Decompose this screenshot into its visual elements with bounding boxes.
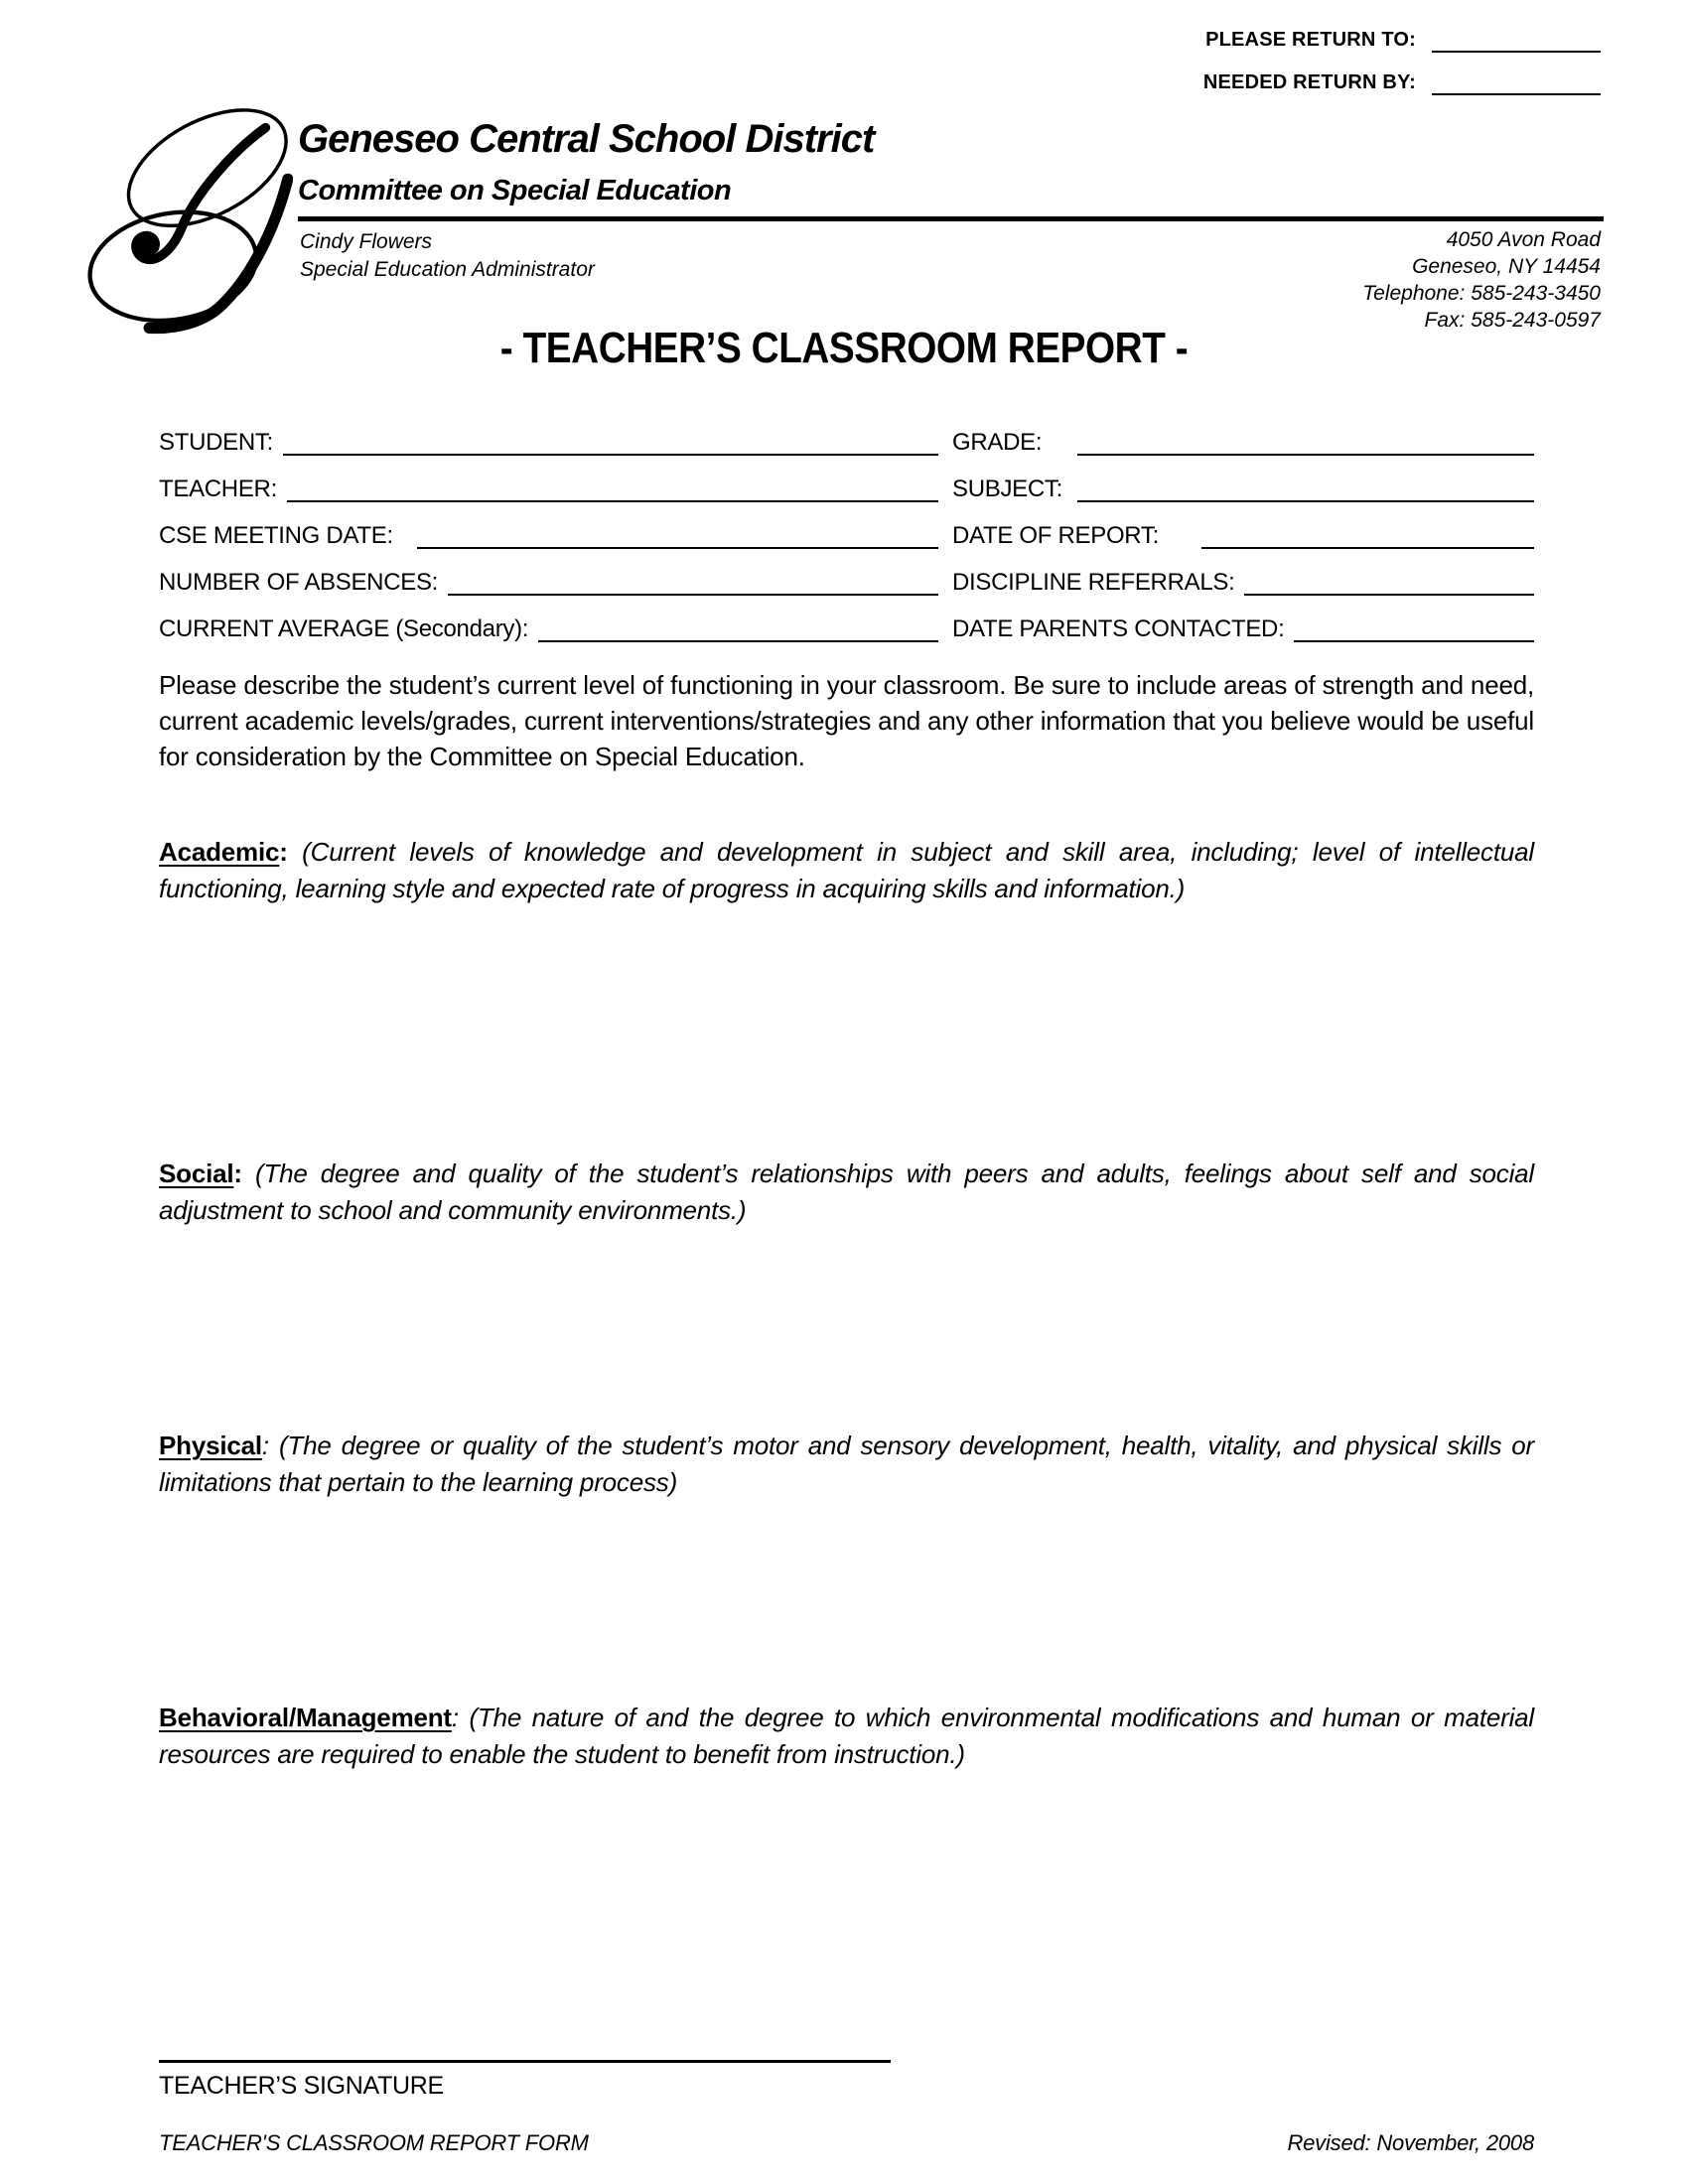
discipline-referrals-label: DISCIPLINE REFERRALS: <box>952 568 1235 596</box>
teacher-signature-label: TEACHER’S SIGNATURE <box>159 2072 444 2100</box>
academic-description: (Current levels of knowledge and development in subject and skill area, including; level of intellectual functioning, learning style and expected rate of progress in acquiring skills and information.) <box>159 837 1534 903</box>
student-label: STUDENT: <box>159 428 273 456</box>
date-of-report-blank-line <box>1201 541 1534 549</box>
physical-description: (The degree or quality of the student’s motor and sensory development, health, vitality, and physical skills or limitations that pertain to the learning process) <box>159 1431 1534 1497</box>
form-row-student-grade <box>159 409 1534 456</box>
footer-revised-date: Revised: November, 2008 <box>1287 2130 1534 2155</box>
form-row-teacher-subject <box>159 456 1534 502</box>
address-street: 4050 Avon Road <box>1446 228 1601 251</box>
form-row-meeting-report-date <box>159 502 1534 549</box>
subject-label: SUBJECT: <box>952 475 1062 502</box>
student-blank-line <box>283 448 938 456</box>
page-title: - TEACHER’S CLASSROOM REPORT - <box>499 324 1189 372</box>
intro-paragraph: Please describe the student’s current level of functioning in your classroom. Be sure to include areas of strength and need, current academic levels/grades, current interventions/strategies and any other information that you believe would be useful for consideration by the Committee on Special Education. <box>159 670 1534 771</box>
district-name: Geneseo Central School District <box>298 117 875 161</box>
section-academic <box>159 834 1534 907</box>
contact-title: Special Education Administrator <box>300 258 595 281</box>
current-average-label: CURRENT AVERAGE (Secondary): <box>159 614 529 642</box>
physical-heading: Physical <box>159 1431 262 1460</box>
address-fax: Fax: 585-243-0597 <box>1424 309 1601 332</box>
section-social <box>159 1156 1534 1229</box>
script-g-logo-icon <box>45 50 293 338</box>
header-divider <box>298 216 1604 221</box>
academic-heading-colon: : <box>279 837 288 867</box>
page-footer <box>159 2130 1534 2156</box>
teacher-blank-line <box>287 494 938 502</box>
signature-block <box>159 2025 891 2101</box>
committee-name: Committee on Special Education <box>298 175 732 206</box>
return-to-label: PLEASE RETURN TO: <box>1205 29 1416 51</box>
section-physical <box>159 1428 1534 1501</box>
form-fields <box>159 409 1534 642</box>
current-average-blank-line <box>538 634 938 642</box>
number-of-absences-label: NUMBER OF ABSENCES: <box>159 568 439 596</box>
address-city: Geneseo, NY 14454 <box>1412 255 1601 278</box>
social-description: (The degree and quality of the student’s relationships with peers and adults, feelings about self and social adjustment to school and community environments.) <box>159 1159 1535 1225</box>
social-heading-colon: : <box>233 1159 242 1188</box>
academic-heading: Academic <box>159 837 280 867</box>
return-by-row <box>1203 72 1601 95</box>
address-telephone: Telephone: 585-243-3450 <box>1362 282 1601 305</box>
date-parents-contacted-blank-line <box>1294 634 1534 642</box>
section-behavioral-management <box>159 1700 1534 1773</box>
grade-blank-line <box>1077 448 1534 456</box>
behavioral-management-description: (The nature of and the degree to which environmental modifications and human or material resources are required to enable the student to benefit from instruction.) <box>159 1703 1535 1769</box>
teacher-signature-line <box>159 2025 891 2063</box>
behavioral-management-heading: Behavioral/Management <box>159 1703 452 1732</box>
cse-meeting-date-label: CSE MEETING DATE: <box>159 521 393 549</box>
address-block <box>1362 226 1601 334</box>
cse-meeting-date-blank-line <box>417 541 938 549</box>
footer-form-name: TEACHER'S CLASSROOM REPORT FORM <box>159 2130 589 2155</box>
contact-name: Cindy Flowers <box>300 230 433 253</box>
contact-block <box>300 228 595 284</box>
grade-label: GRADE: <box>952 428 1043 456</box>
number-of-absences-blank-line <box>448 588 938 596</box>
district-logo <box>45 50 293 338</box>
return-by-label: NEEDED RETURN BY: <box>1202 71 1416 93</box>
return-to-blank-line <box>1432 43 1601 53</box>
form-row-average-parents <box>159 596 1534 642</box>
teacher-label: TEACHER: <box>159 475 277 502</box>
return-to-row <box>1203 30 1601 53</box>
discipline-referrals-blank-line <box>1244 588 1534 596</box>
behavioral-management-heading-colon: : <box>451 1703 459 1732</box>
return-by-blank-line <box>1432 85 1601 95</box>
return-block <box>1203 30 1601 115</box>
physical-heading-colon: : <box>261 1431 269 1460</box>
subject-blank-line <box>1077 494 1534 502</box>
date-parents-contacted-label: DATE PARENTS CONTACTED: <box>952 614 1285 642</box>
social-heading: Social <box>159 1159 234 1188</box>
date-of-report-label: DATE OF REPORT: <box>952 521 1159 549</box>
form-row-absences-referrals <box>159 549 1534 596</box>
